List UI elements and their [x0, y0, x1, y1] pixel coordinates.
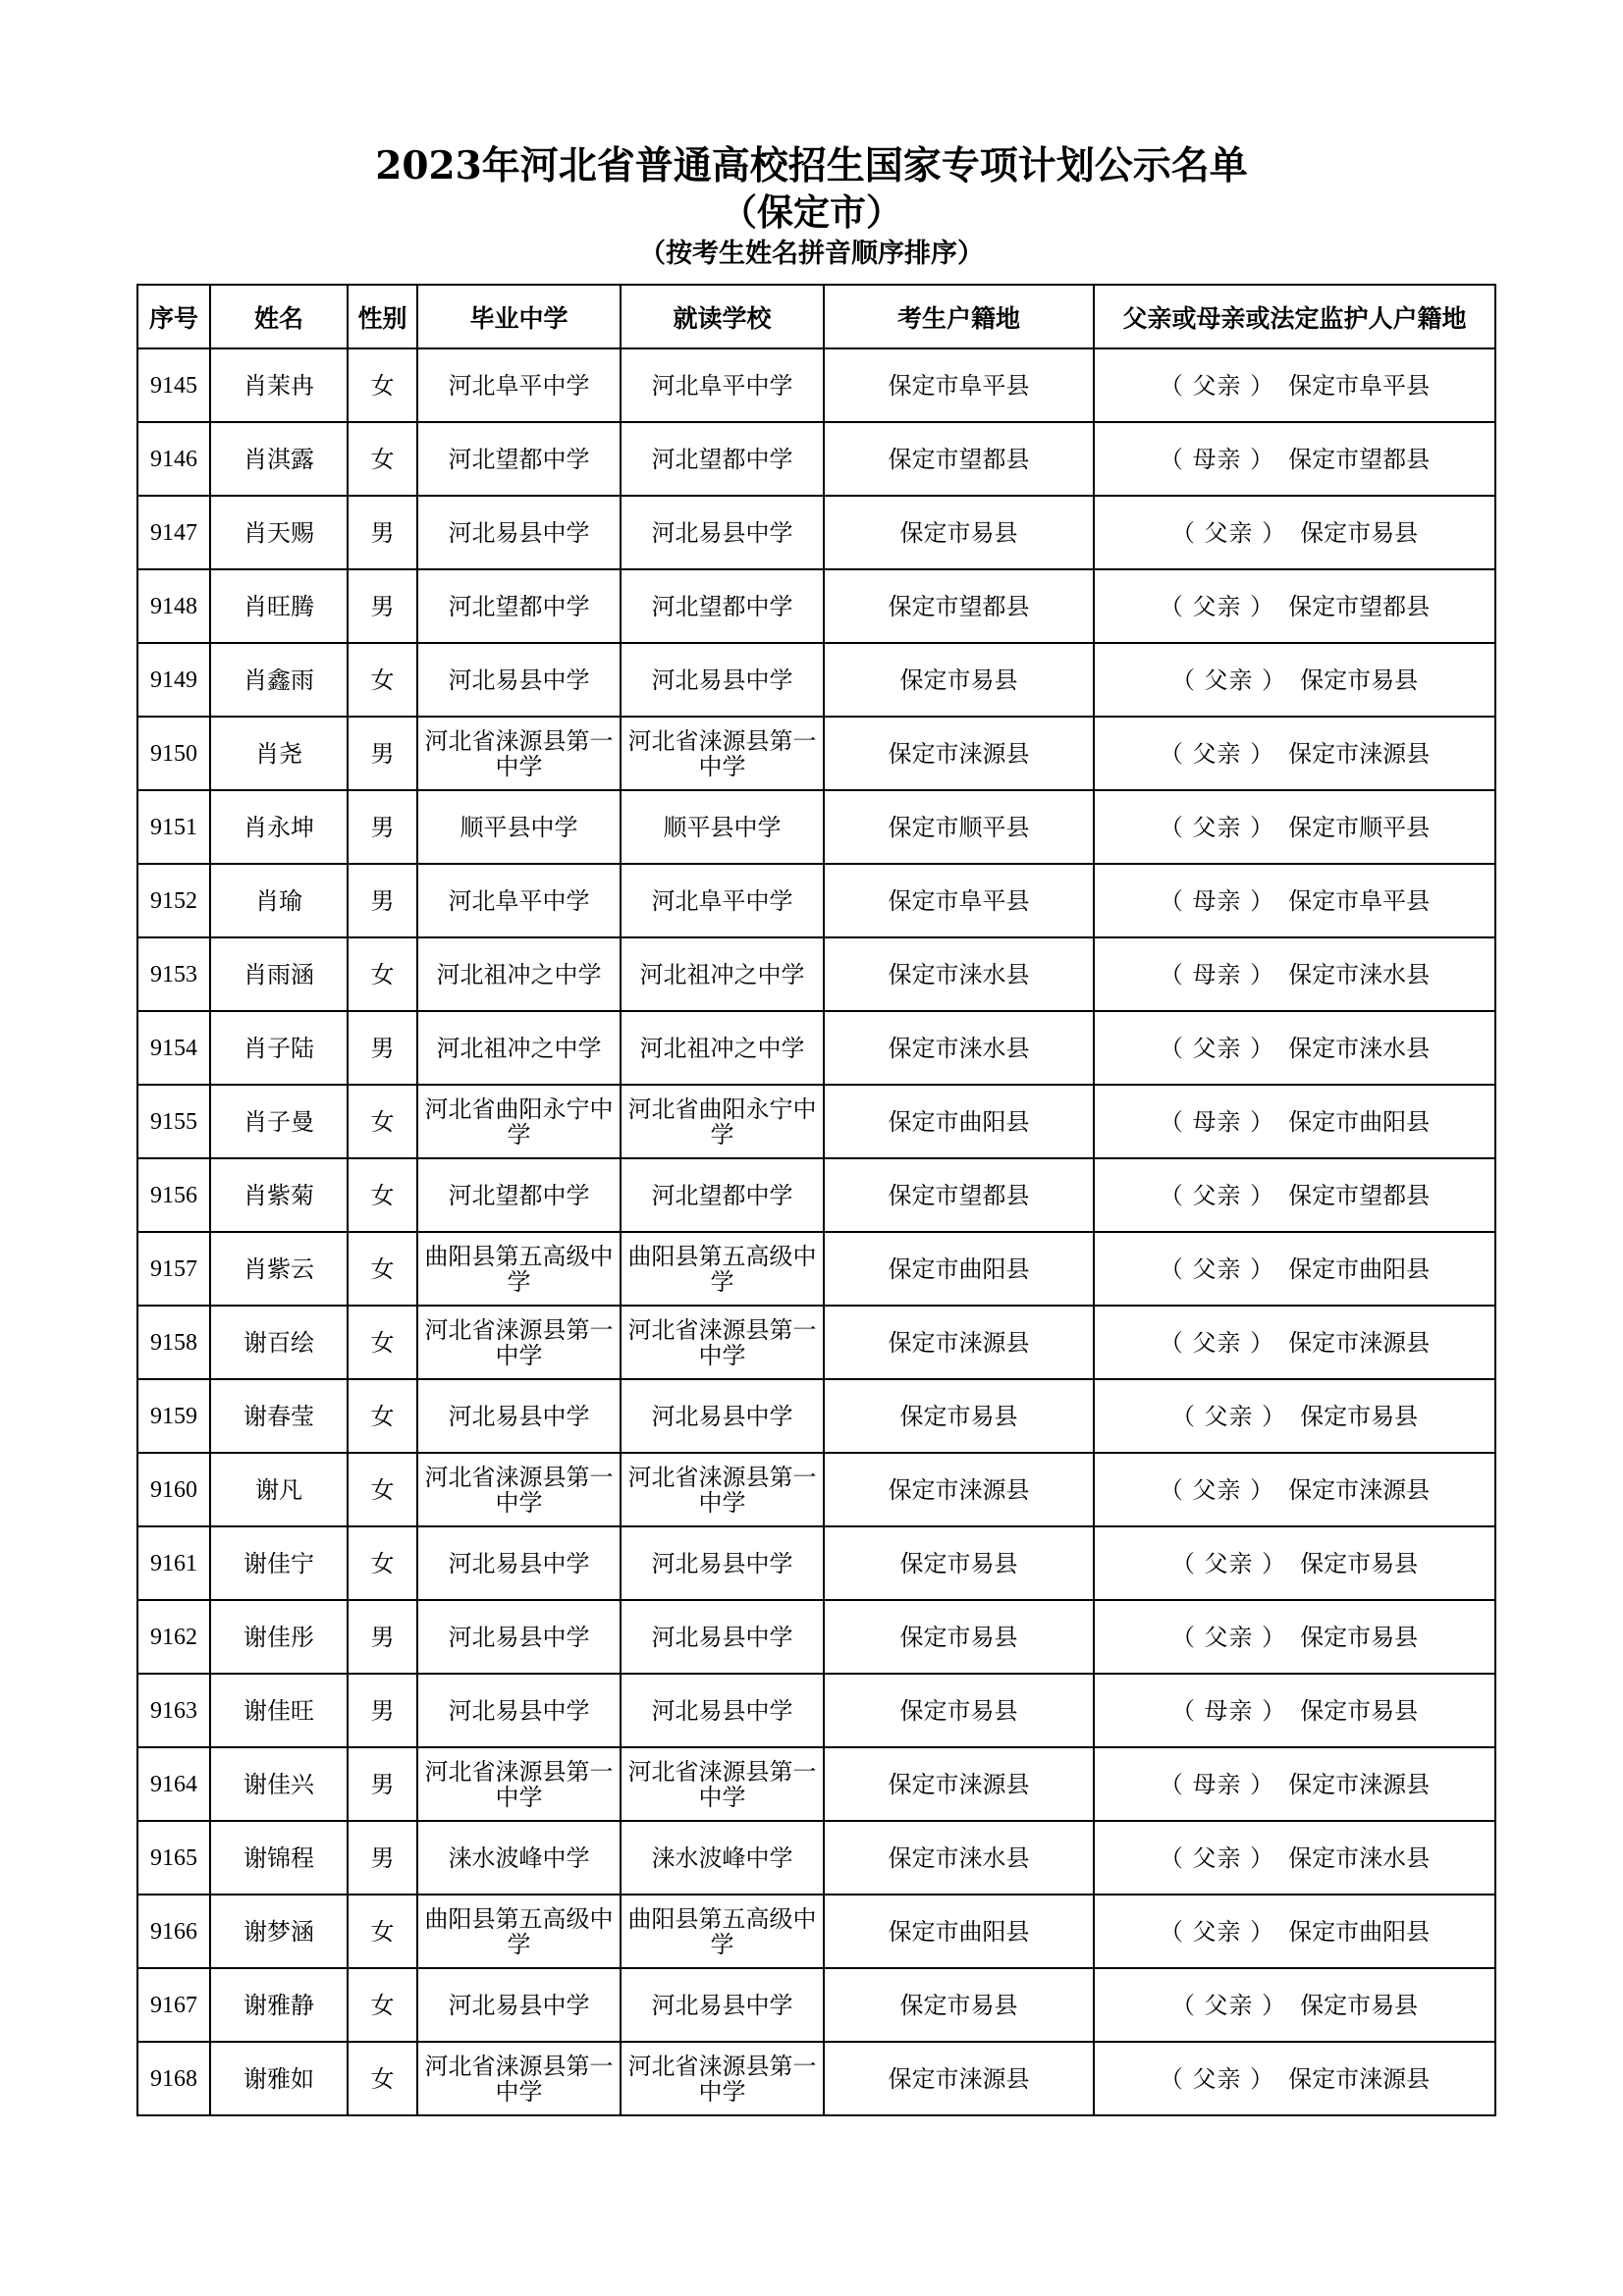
cell-gender: 男 — [348, 864, 417, 937]
cell-current-school: 河北省涞源县第一中学 — [621, 717, 824, 790]
cell-hukou: 保定市望都县 — [824, 422, 1094, 496]
guardian-relation: （ 母亲 ） — [1159, 445, 1275, 473]
table-row — [137, 1379, 1495, 1453]
cell-name: 谢雅如 — [210, 2042, 348, 2115]
cell-hukou: 保定市涞源县 — [824, 1453, 1094, 1526]
cell-guardian-hukou — [1094, 422, 1495, 496]
cell-hukou: 保定市望都县 — [824, 569, 1094, 643]
cell-hukou: 保定市易县 — [824, 643, 1094, 717]
cell-name: 谢佳旺 — [210, 1674, 348, 1747]
column-header-current-school: 就读学校 — [621, 285, 824, 348]
cell-hukou: 保定市涞水县 — [824, 1011, 1094, 1085]
guardian-relation: （ 父亲 ） — [1159, 371, 1275, 400]
cell-name: 肖紫菊 — [210, 1158, 348, 1232]
cell-no: 9162 — [137, 1600, 210, 1674]
cell-no: 9167 — [137, 1968, 210, 2042]
cell-current-school: 河北易县中学 — [621, 1379, 824, 1453]
cell-gender: 女 — [348, 348, 417, 422]
cell-current-school: 河北易县中学 — [621, 496, 824, 569]
guardian-place: 保定市望都县 — [1288, 1181, 1431, 1209]
guardian-relation: （ 父亲 ） — [1170, 1402, 1287, 1430]
table-row — [137, 1674, 1495, 1747]
guardian-place: 保定市易县 — [1300, 666, 1419, 694]
cell-hukou: 保定市望都县 — [824, 1158, 1094, 1232]
cell-gender: 男 — [348, 717, 417, 790]
guardian-place: 保定市阜平县 — [1288, 886, 1431, 915]
guardian-relation: （ 父亲 ） — [1159, 1034, 1275, 1062]
cell-grad-school: 河北易县中学 — [417, 1600, 621, 1674]
cell-name: 谢梦涵 — [210, 1895, 348, 1968]
cell-current-school: 曲阳县第五高级中学 — [621, 1232, 824, 1306]
cell-no: 9165 — [137, 1821, 210, 1895]
cell-name: 谢雅静 — [210, 1968, 348, 2042]
cell-grad-school: 顺平县中学 — [417, 790, 621, 864]
cell-current-school: 河北易县中学 — [621, 643, 824, 717]
cell-grad-school: 河北省涞源县第一中学 — [417, 2042, 621, 2115]
cell-guardian-hukou — [1094, 1453, 1495, 1526]
guardian-place: 保定市涞水县 — [1288, 960, 1431, 988]
cell-no: 9156 — [137, 1158, 210, 1232]
guardian-place: 保定市涞源县 — [1288, 1475, 1431, 1504]
cell-grad-school: 河北祖冲之中学 — [417, 1011, 621, 1085]
table-row — [137, 1526, 1495, 1600]
cell-guardian-hukou — [1094, 1821, 1495, 1895]
cell-hukou: 保定市易县 — [824, 1379, 1094, 1453]
cell-current-school: 河北省涞源县第一中学 — [621, 1306, 824, 1379]
cell-no: 9158 — [137, 1306, 210, 1379]
cell-grad-school: 河北易县中学 — [417, 1379, 621, 1453]
cell-hukou: 保定市易县 — [824, 1968, 1094, 2042]
column-header-grad-school: 毕业中学 — [417, 285, 621, 348]
guardian-relation: （ 父亲 ） — [1159, 1917, 1275, 1946]
cell-gender: 女 — [348, 937, 417, 1011]
cell-name: 肖天赐 — [210, 496, 348, 569]
cell-no: 9145 — [137, 348, 210, 422]
cell-no: 9154 — [137, 1011, 210, 1085]
cell-grad-school: 河北祖冲之中学 — [417, 937, 621, 1011]
table-row — [137, 569, 1495, 643]
page-subtitle-city: （保定市） — [721, 190, 902, 234]
cell-name: 肖子陆 — [210, 1011, 348, 1085]
table-row — [137, 1306, 1495, 1379]
table-row — [137, 1747, 1495, 1821]
table-row — [137, 1085, 1495, 1158]
cell-guardian-hukou — [1094, 1379, 1495, 1453]
cell-gender: 女 — [348, 1085, 417, 1158]
cell-name: 谢佳彤 — [210, 1600, 348, 1674]
cell-guardian-hukou — [1094, 937, 1495, 1011]
guardian-relation: （ 父亲 ） — [1159, 592, 1275, 620]
table-row — [137, 1821, 1495, 1895]
cell-name: 肖鑫雨 — [210, 643, 348, 717]
cell-hukou: 保定市曲阳县 — [824, 1232, 1094, 1306]
table-header-row — [137, 285, 1495, 348]
cell-no: 9155 — [137, 1085, 210, 1158]
cell-gender: 女 — [348, 1526, 417, 1600]
table-body — [137, 348, 1495, 2115]
cell-gender: 女 — [348, 1232, 417, 1306]
cell-guardian-hukou — [1094, 643, 1495, 717]
table-row — [137, 1895, 1495, 1968]
roster-table — [136, 284, 1496, 2116]
guardian-place: 保定市阜平县 — [1288, 371, 1431, 400]
table-row — [137, 643, 1495, 717]
cell-grad-school: 河北望都中学 — [417, 569, 621, 643]
guardian-relation: （ 父亲 ） — [1170, 666, 1287, 694]
guardian-relation: （ 母亲 ） — [1170, 1696, 1287, 1725]
cell-no: 9146 — [137, 422, 210, 496]
cell-name: 谢佳宁 — [210, 1526, 348, 1600]
cell-grad-school: 河北易县中学 — [417, 1526, 621, 1600]
cell-name: 谢凡 — [210, 1453, 348, 1526]
cell-current-school: 河北阜平中学 — [621, 348, 824, 422]
cell-name: 肖雨涵 — [210, 937, 348, 1011]
table-row — [137, 864, 1495, 937]
cell-guardian-hukou — [1094, 1600, 1495, 1674]
cell-grad-school: 河北省曲阳永宁中学 — [417, 1085, 621, 1158]
guardian-relation: （ 父亲 ） — [1159, 1475, 1275, 1504]
table-row — [137, 937, 1495, 1011]
cell-grad-school: 河北望都中学 — [417, 1158, 621, 1232]
cell-no: 9159 — [137, 1379, 210, 1453]
cell-hukou: 保定市涞源县 — [824, 2042, 1094, 2115]
cell-gender: 女 — [348, 1379, 417, 1453]
cell-hukou: 保定市曲阳县 — [824, 1085, 1094, 1158]
cell-gender: 女 — [348, 2042, 417, 2115]
cell-name: 谢春莹 — [210, 1379, 348, 1453]
cell-guardian-hukou — [1094, 1895, 1495, 1968]
cell-gender: 女 — [348, 1158, 417, 1232]
cell-hukou: 保定市涞源县 — [824, 717, 1094, 790]
cell-no: 9163 — [137, 1674, 210, 1747]
cell-grad-school: 河北易县中学 — [417, 1674, 621, 1747]
cell-no: 9149 — [137, 643, 210, 717]
cell-hukou: 保定市易县 — [824, 1526, 1094, 1600]
cell-grad-school: 曲阳县第五高级中学 — [417, 1895, 621, 1968]
column-header-no: 序号 — [137, 285, 210, 348]
cell-hukou: 保定市涞源县 — [824, 1306, 1094, 1379]
cell-no: 9150 — [137, 717, 210, 790]
column-header-gender: 性别 — [348, 285, 417, 348]
cell-gender: 男 — [348, 1011, 417, 1085]
cell-gender: 男 — [348, 496, 417, 569]
cell-no: 9151 — [137, 790, 210, 864]
cell-grad-school: 河北省涞源县第一中学 — [417, 1453, 621, 1526]
cell-hukou: 保定市涞水县 — [824, 1821, 1094, 1895]
cell-current-school: 河北阜平中学 — [621, 864, 824, 937]
cell-current-school: 曲阳县第五高级中学 — [621, 1895, 824, 1968]
cell-gender: 男 — [348, 1674, 417, 1747]
cell-gender: 女 — [348, 422, 417, 496]
cell-no: 9161 — [137, 1526, 210, 1600]
cell-guardian-hukou — [1094, 2042, 1495, 2115]
cell-hukou: 保定市易县 — [824, 1674, 1094, 1747]
cell-guardian-hukou — [1094, 1158, 1495, 1232]
table-row — [137, 496, 1495, 569]
guardian-place: 保定市曲阳县 — [1288, 1255, 1431, 1283]
cell-no: 9164 — [137, 1747, 210, 1821]
guardian-place: 保定市涞水县 — [1288, 1843, 1431, 1872]
guardian-relation: （ 父亲 ） — [1159, 1255, 1275, 1283]
cell-grad-school: 河北易县中学 — [417, 496, 621, 569]
cell-gender: 男 — [348, 1747, 417, 1821]
guardian-place: 保定市易县 — [1300, 1696, 1419, 1725]
cell-current-school: 河北祖冲之中学 — [621, 1011, 824, 1085]
cell-guardian-hukou — [1094, 1232, 1495, 1306]
table-row — [137, 1600, 1495, 1674]
guardian-place: 保定市涞源县 — [1288, 1770, 1431, 1798]
cell-name: 肖瑜 — [210, 864, 348, 937]
cell-name: 肖茉冉 — [210, 348, 348, 422]
guardian-place: 保定市顺平县 — [1288, 813, 1431, 841]
cell-no: 9152 — [137, 864, 210, 937]
cell-no: 9148 — [137, 569, 210, 643]
guardian-relation: （ 父亲 ） — [1170, 518, 1287, 547]
cell-current-school: 河北易县中学 — [621, 1674, 824, 1747]
guardian-place: 保定市望都县 — [1288, 445, 1431, 473]
table-row — [137, 1453, 1495, 1526]
cell-grad-school: 河北省涞源县第一中学 — [417, 717, 621, 790]
cell-gender: 男 — [348, 1821, 417, 1895]
cell-current-school: 河北省涞源县第一中学 — [621, 1453, 824, 1526]
cell-current-school: 涞水波峰中学 — [621, 1821, 824, 1895]
cell-guardian-hukou — [1094, 1306, 1495, 1379]
column-header-hukou: 考生户籍地 — [824, 285, 1094, 348]
table-row — [137, 422, 1495, 496]
guardian-relation: （ 父亲 ） — [1170, 1991, 1287, 2019]
guardian-place: 保定市易县 — [1300, 1402, 1419, 1430]
cell-no: 9153 — [137, 937, 210, 1011]
cell-current-school: 河北望都中学 — [621, 569, 824, 643]
cell-name: 肖旺腾 — [210, 569, 348, 643]
cell-name: 谢百绘 — [210, 1306, 348, 1379]
guardian-relation: （ 母亲 ） — [1159, 886, 1275, 915]
cell-guardian-hukou — [1094, 1085, 1495, 1158]
cell-current-school: 河北易县中学 — [621, 1600, 824, 1674]
cell-name: 肖子曼 — [210, 1085, 348, 1158]
cell-guardian-hukou — [1094, 1968, 1495, 2042]
table-row — [137, 1232, 1495, 1306]
guardian-place: 保定市曲阳县 — [1288, 1917, 1431, 1946]
cell-current-school: 顺平县中学 — [621, 790, 824, 864]
cell-gender: 女 — [348, 1895, 417, 1968]
cell-current-school: 河北省涞源县第一中学 — [621, 1747, 824, 1821]
cell-guardian-hukou — [1094, 1674, 1495, 1747]
cell-hukou: 保定市易县 — [824, 1600, 1094, 1674]
cell-gender: 女 — [348, 1453, 417, 1526]
cell-guardian-hukou — [1094, 790, 1495, 864]
cell-grad-school: 河北省涞源县第一中学 — [417, 1747, 621, 1821]
table-row — [137, 2042, 1495, 2115]
page-title: 2023年河北省普通高校招生国家专项计划公示名单 — [375, 143, 1248, 188]
cell-name: 肖紫云 — [210, 1232, 348, 1306]
guardian-place: 保定市望都县 — [1288, 592, 1431, 620]
cell-guardian-hukou — [1094, 1526, 1495, 1600]
cell-name: 谢锦程 — [210, 1821, 348, 1895]
cell-current-school: 河北祖冲之中学 — [621, 937, 824, 1011]
table-row — [137, 348, 1495, 422]
cell-hukou: 保定市涞水县 — [824, 937, 1094, 1011]
cell-gender: 男 — [348, 569, 417, 643]
guardian-relation: （ 父亲 ） — [1170, 1623, 1287, 1651]
guardian-place: 保定市易县 — [1300, 518, 1419, 547]
cell-no: 9160 — [137, 1453, 210, 1526]
cell-hukou: 保定市顺平县 — [824, 790, 1094, 864]
guardian-place: 保定市涞源县 — [1288, 2064, 1431, 2093]
cell-guardian-hukou — [1094, 1011, 1495, 1085]
guardian-relation: （ 父亲 ） — [1159, 739, 1275, 768]
guardian-place: 保定市涞源县 — [1288, 1328, 1431, 1357]
guardian-relation: （ 父亲 ） — [1159, 1328, 1275, 1357]
cell-hukou: 保定市曲阳县 — [824, 1895, 1094, 1968]
cell-current-school: 河北易县中学 — [621, 1968, 824, 2042]
cell-name: 肖永坤 — [210, 790, 348, 864]
cell-current-school: 河北省涞源县第一中学 — [621, 2042, 824, 2115]
guardian-relation: （ 父亲 ） — [1159, 813, 1275, 841]
cell-grad-school: 河北省涞源县第一中学 — [417, 1306, 621, 1379]
cell-grad-school: 涞水波峰中学 — [417, 1821, 621, 1895]
guardian-relation: （ 母亲 ） — [1159, 960, 1275, 988]
guardian-relation: （ 母亲 ） — [1159, 1770, 1275, 1798]
table-row — [137, 1158, 1495, 1232]
cell-hukou: 保定市易县 — [824, 496, 1094, 569]
guardian-relation: （ 父亲 ） — [1159, 1181, 1275, 1209]
sort-note: （按考生姓名拼音顺序排序） — [639, 239, 984, 269]
cell-grad-school: 曲阳县第五高级中学 — [417, 1232, 621, 1306]
cell-guardian-hukou — [1094, 348, 1495, 422]
column-header-guardian-hukou: 父亲或母亲或法定监护人户籍地 — [1094, 285, 1495, 348]
cell-gender: 女 — [348, 1968, 417, 2042]
column-header-name: 姓名 — [210, 285, 348, 348]
cell-grad-school: 河北阜平中学 — [417, 348, 621, 422]
table-row — [137, 717, 1495, 790]
cell-grad-school: 河北易县中学 — [417, 1968, 621, 2042]
cell-no: 9147 — [137, 496, 210, 569]
cell-guardian-hukou — [1094, 1747, 1495, 1821]
guardian-relation: （ 母亲 ） — [1159, 1107, 1275, 1136]
cell-current-school: 河北易县中学 — [621, 1526, 824, 1600]
table-row — [137, 1968, 1495, 2042]
cell-name: 谢佳兴 — [210, 1747, 348, 1821]
cell-no: 9168 — [137, 2042, 210, 2115]
cell-grad-school: 河北望都中学 — [417, 422, 621, 496]
cell-hukou: 保定市涞源县 — [824, 1747, 1094, 1821]
cell-current-school: 河北省曲阳永宁中学 — [621, 1085, 824, 1158]
cell-gender: 男 — [348, 1600, 417, 1674]
guardian-relation: （ 父亲 ） — [1159, 1843, 1275, 1872]
cell-hukou: 保定市阜平县 — [824, 348, 1094, 422]
cell-guardian-hukou — [1094, 496, 1495, 569]
cell-gender: 女 — [348, 643, 417, 717]
guardian-place: 保定市涞水县 — [1288, 1034, 1431, 1062]
cell-name: 肖淇露 — [210, 422, 348, 496]
cell-hukou: 保定市阜平县 — [824, 864, 1094, 937]
cell-gender: 男 — [348, 790, 417, 864]
guardian-place: 保定市曲阳县 — [1288, 1107, 1431, 1136]
cell-current-school: 河北望都中学 — [621, 1158, 824, 1232]
cell-guardian-hukou — [1094, 864, 1495, 937]
cell-guardian-hukou — [1094, 717, 1495, 790]
guardian-place: 保定市易县 — [1300, 1549, 1419, 1577]
cell-grad-school: 河北易县中学 — [417, 643, 621, 717]
cell-gender: 女 — [348, 1306, 417, 1379]
guardian-relation: （ 父亲 ） — [1170, 1549, 1287, 1577]
guardian-relation: （ 父亲 ） — [1159, 2064, 1275, 2093]
table-row — [137, 790, 1495, 864]
guardian-place: 保定市涞源县 — [1288, 739, 1431, 768]
guardian-place: 保定市易县 — [1300, 1991, 1419, 2019]
table-row — [137, 1011, 1495, 1085]
cell-current-school: 河北望都中学 — [621, 422, 824, 496]
cell-grad-school: 河北阜平中学 — [417, 864, 621, 937]
cell-name: 肖尧 — [210, 717, 348, 790]
cell-no: 9166 — [137, 1895, 210, 1968]
cell-guardian-hukou — [1094, 569, 1495, 643]
guardian-place: 保定市易县 — [1300, 1623, 1419, 1651]
cell-no: 9157 — [137, 1232, 210, 1306]
